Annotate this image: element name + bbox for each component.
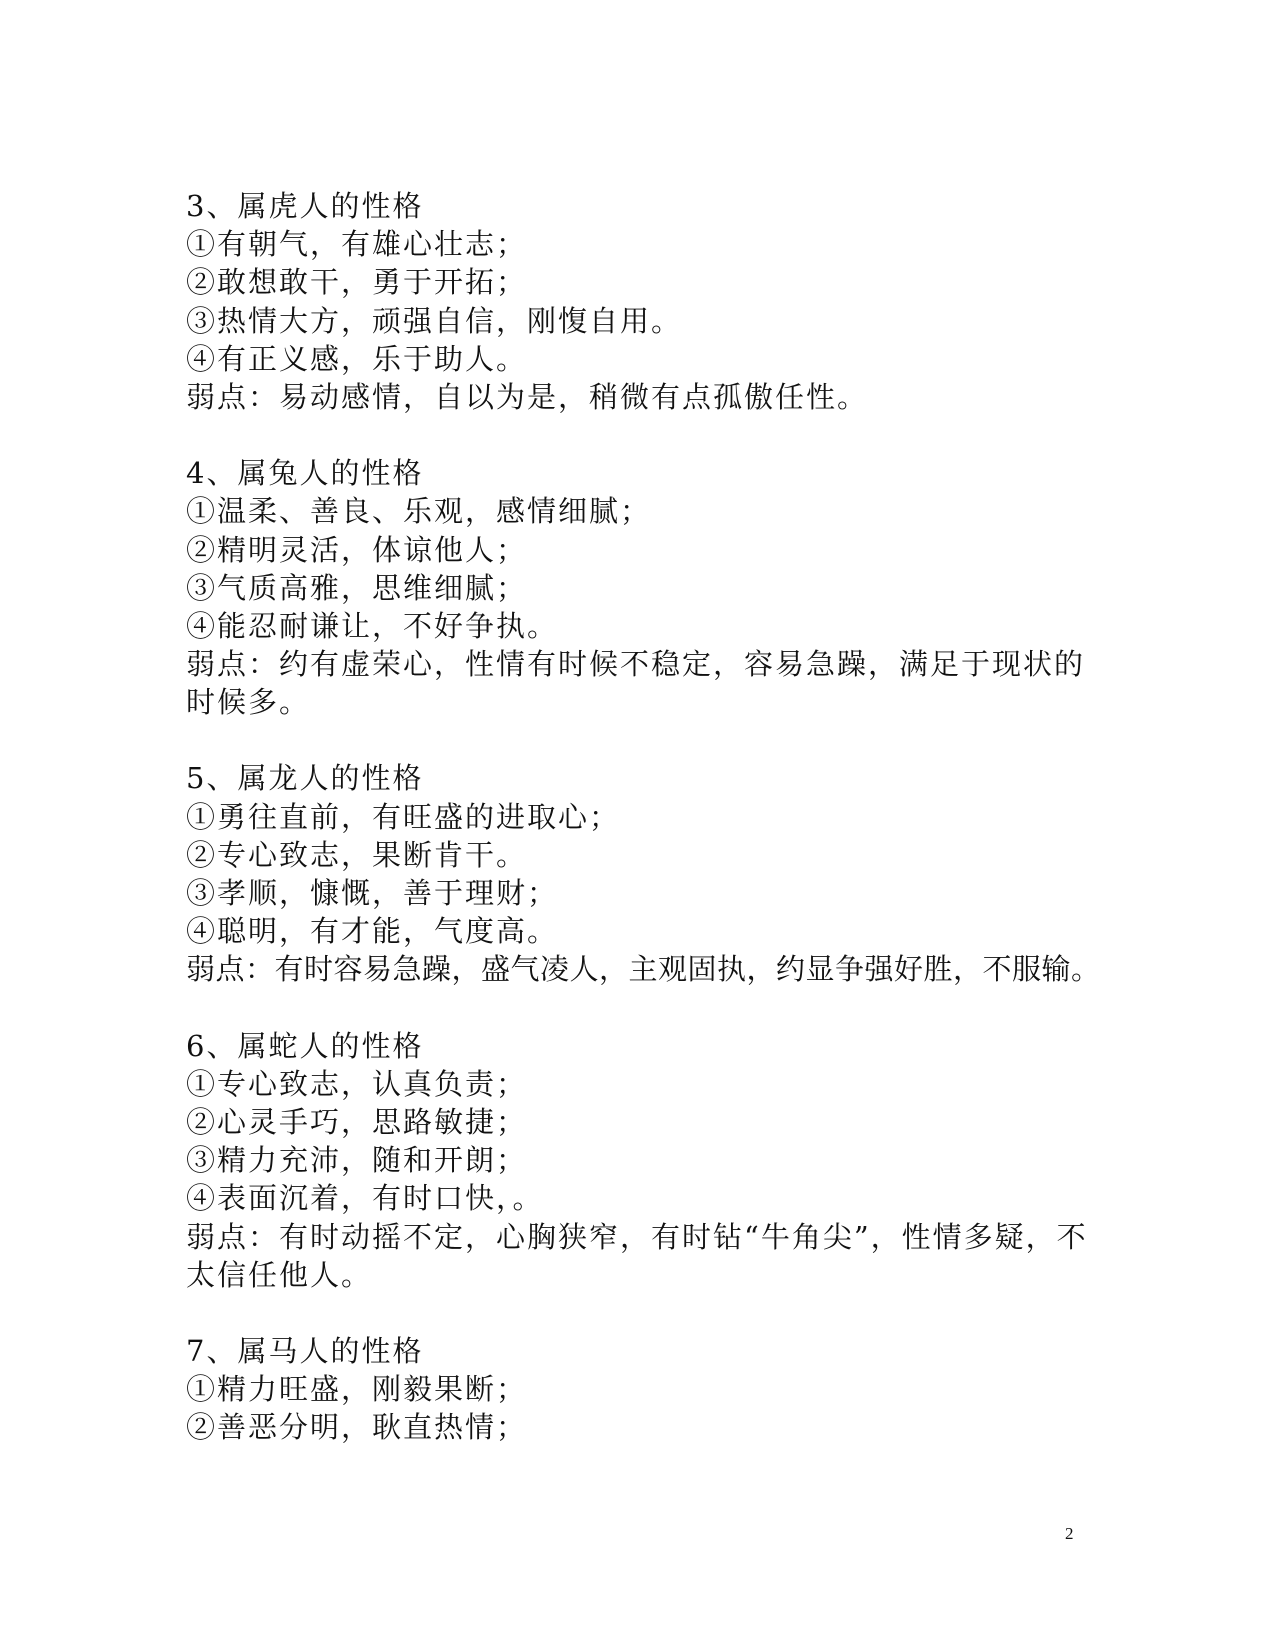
- list-item: ④有正义感，乐于助人。: [186, 341, 528, 376]
- section-title: 7、属马人的性格: [186, 1333, 424, 1368]
- section-title: 6、属蛇人的性格: [186, 1028, 424, 1063]
- section-rabbit: [186, 454, 1106, 721]
- list-item: ①温柔、善良、乐观，感情细腻；: [186, 494, 652, 529]
- list-item: ④聪明，有才能，气度高。: [186, 914, 559, 949]
- section-gap: [186, 416, 1106, 454]
- page-number: 2: [1065, 1524, 1074, 1543]
- section-gap: [186, 721, 1106, 759]
- section-snake: [186, 1027, 1106, 1294]
- section-horse: [186, 1332, 1106, 1447]
- list-item: ②善恶分明，耿直热情；: [186, 1410, 528, 1445]
- list-item: ②专心致志，果断肯干。: [186, 837, 528, 872]
- list-item: ④能忍耐谦让，不好争执。: [186, 608, 559, 643]
- list-item: ④表面沉着，有时口快，。: [186, 1181, 544, 1216]
- list-item: ①专心致志，认真负责；: [186, 1066, 528, 1101]
- list-item: ②精明灵活，体谅他人；: [186, 532, 528, 567]
- weakness-text: 弱点：约有虚荣心，性情有时候不稳定，容易急躁，满足于现状的时候多。: [186, 647, 1086, 720]
- section-title: 4、属兔人的性格: [186, 456, 424, 491]
- section-title: 5、属龙人的性格: [186, 761, 424, 796]
- list-item: ①精力旺盛，刚毅果断；: [186, 1372, 528, 1407]
- section-title: 3、属虎人的性格: [186, 189, 424, 223]
- section-gap: [186, 989, 1106, 1027]
- list-item: ③精力充沛，随和开朗；: [186, 1143, 528, 1178]
- list-item: ①有朝气，有雄心壮志；: [186, 227, 528, 262]
- list-item: ①勇往直前，有旺盛的进取心；: [186, 799, 621, 834]
- list-item: ②心灵手巧，思路敏捷；: [186, 1104, 528, 1139]
- section-dragon: [186, 759, 1106, 988]
- list-item: ③热情大方，顽强自信，刚愎自用。: [186, 303, 683, 338]
- weakness-text: 弱点：易动感情，自以为是，稍微有点孤傲任性。: [186, 379, 869, 414]
- page-content: [186, 187, 1106, 1447]
- list-item: ③气质高雅，思维细腻；: [186, 570, 528, 605]
- list-item: ③孝顺，慷慨，善于理财；: [186, 876, 559, 911]
- weakness-text: 弱点：有时容易急躁，盛气凌人，主观固执，约显争强好胜，不服输。: [186, 952, 1101, 987]
- section-tiger: [186, 187, 1106, 416]
- list-item: ②敢想敢干，勇于开拓；: [186, 265, 528, 300]
- section-gap: [186, 1294, 1106, 1332]
- weakness-text: 弱点：有时动摇不定，心胸狭窄，有时钻“牛角尖”，性情多疑，不太信任他人。: [186, 1219, 1088, 1292]
